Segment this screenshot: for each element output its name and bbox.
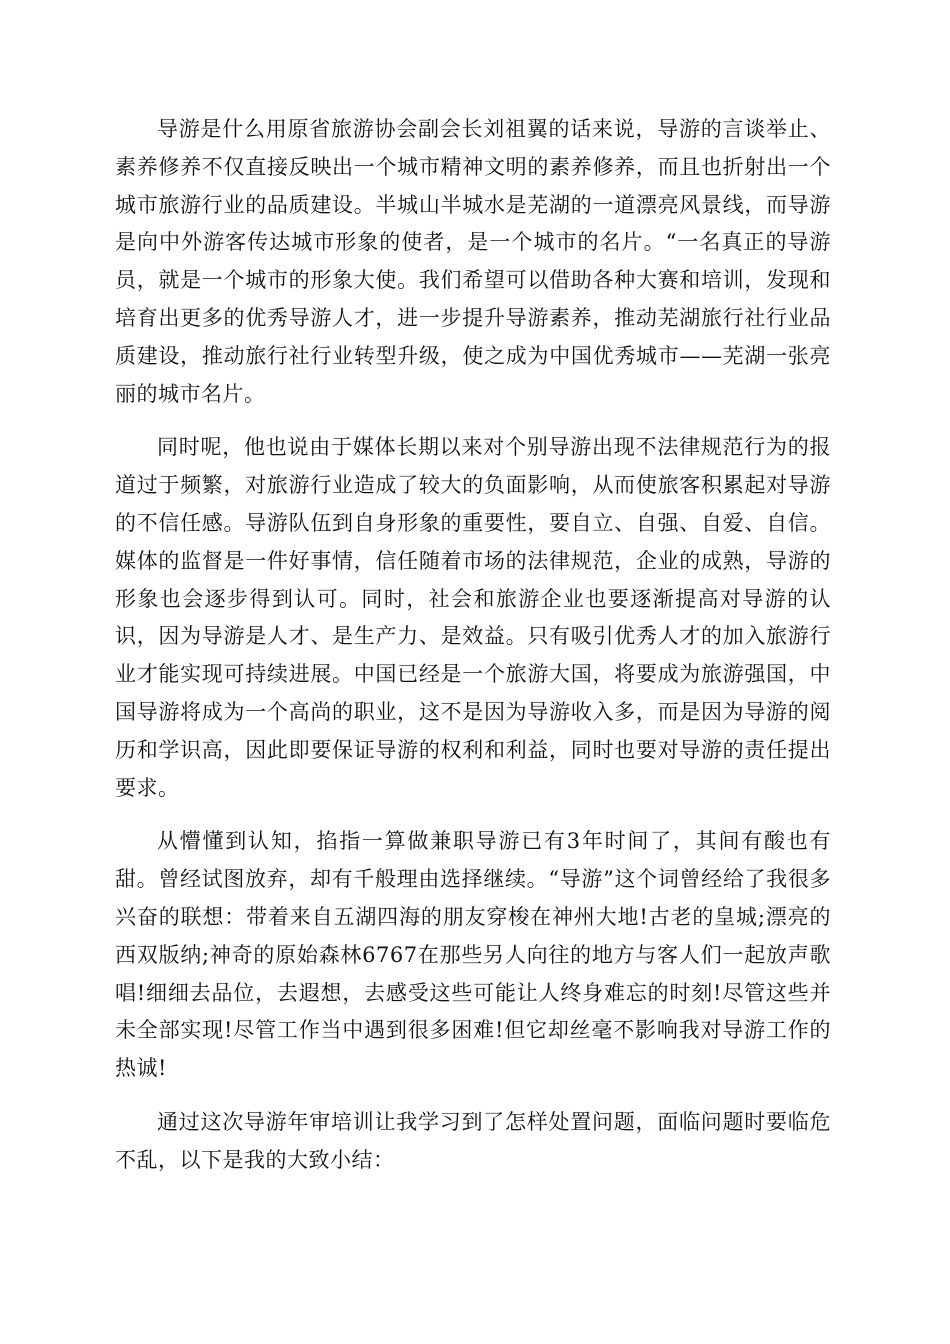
document-body [115,111,831,1196]
paragraph-4: 通过这次导游年审培训让我学习到了怎样处置问题，面临问题时要临危不乱，以下是我的大致小结： [115,1109,831,1172]
paragraph-1: 导游是什么用原省旅游协会副会长刘祖翼的话来说，导游的言谈举止、素养修养不仅直接反映出一个城市精神文明的素养修养，而且也折射出一个城市旅游行业的品质建设。半城山半城水是芜湖的一道漂亮风景线，而导游是向中外游客传达城市形象的使者，是一个城市的名片。“一名真正的导游员，就是一个城市的形象大使。我们希望可以借助各种大赛和培训，发现和培育出更多的优秀导游人才，进一步提升导游素养，推动芜湖旅行社行业品质建设，推动旅行社行业转型升级，使之成为中国优秀城市——芜湖一张亮丽的城市名片。 [115,117,831,406]
paragraph-3: 从懵懂到认知，掐指一算做兼职导游已有3年时间了，其间有酸也有甜。曾经试图放弃，却有千般理由选择继续。“导游”这个词曾经给了我很多兴奋的联想：带着来自五湖四海的朋友穿梭在神州大地!古老的皇城;漂亮的西双版纳;神奇的原始森林6767在那些另人向往的地方与客人们一起放声歌唱!细细去品位，去遐想，去感受这些可能让人终身难忘的时刻!尽管这些并未全部实现!尽管工作当中遇到很多困难!但它却丝毫不影响我对导游工作的热诚! [115,829,831,1081]
paragraph-2: 同时呢，他也说由于媒体长期以来对个别导游出现不法律规范行为的报道过于频繁，对旅游行业造成了较大的负面影响，从而使旅客积累起对导游的不信任感。导游队伍到自身形象的重要性，要自立、自强、自爱、自信。媒体的监督是一件好事情，信任随着市场的法律规范，企业的成熟，导游的形象也会逐步得到认可。同时，社会和旅游企业也要逐渐提高对导游的认识，因为导游是人才、是生产力、是效益。只有吸引优秀人才的加入旅游行业才能实现可持续进展。中国已经是一个旅游大国，将要成为旅游强国，中国导游将成为一个高尚的职业，这不是因为导游收入多，而是因为导游的阅历和学识高，因此即要保证导游的权利和利益，同时也要对导游的责任提出要求。 [115,435,831,800]
